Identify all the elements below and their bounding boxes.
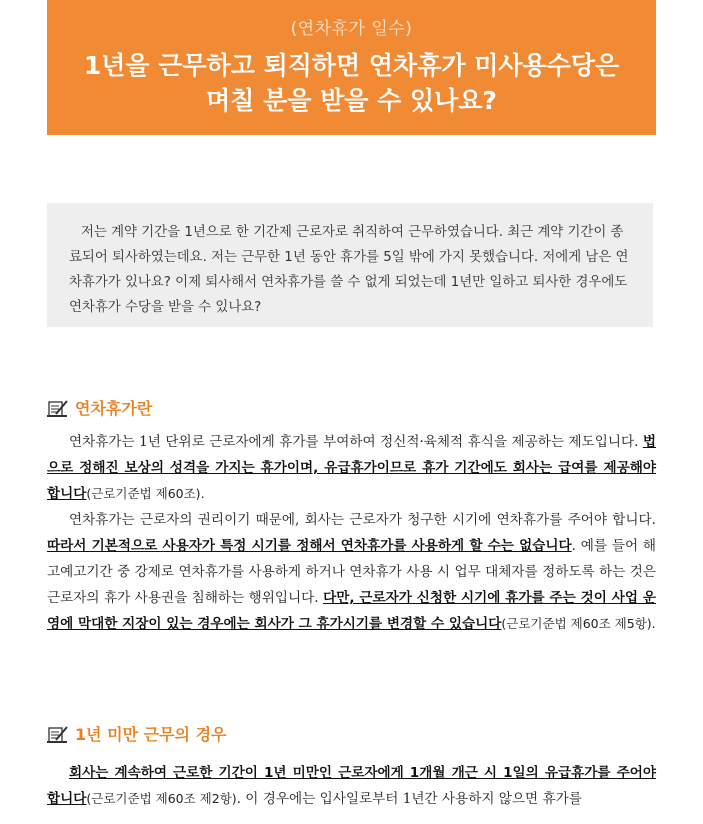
- title-banner: [47, 0, 656, 135]
- memo-pencil-icon: [47, 398, 69, 418]
- banner-title: [47, 48, 656, 118]
- banner-subtitle: (연차휴가 일수): [290, 19, 413, 39]
- memo-pencil-icon: [47, 724, 69, 744]
- law-citation: (근로기준법 제60조 제5항).: [501, 616, 656, 631]
- banner-title-line1: 1년을 근무하고 퇴직하면 연차휴가 미사용수당은: [83, 51, 620, 80]
- emphasis-text: 다만, 근로자가 신청한 시기에 휴가를 주는 것이 사업 운영에 막대한 지장이 있는 경우에는 회사가 그 휴가시기를 변경할 수 있습니다: [47, 590, 656, 632]
- banner-title-line2: 며칠 분을 받을 수 있나요?: [206, 86, 497, 115]
- section2-body: [47, 760, 656, 812]
- section-heading-label: 연차휴가란: [75, 399, 153, 418]
- text-run: 연차휴가는 1년 단위로 근로자에게 휴가를 부여하여 정신적·육체적 휴식을 제공하는 제도입니다.: [69, 434, 643, 450]
- section1-body: [47, 429, 656, 637]
- text-run: 연차휴가는 근로자의 권리이기 때문에, 회사는 근로자가 청구한 시기에 연차휴가를 주어야 합니다.: [69, 512, 656, 528]
- law-citation: (근로기준법 제60조 제2항): [86, 791, 237, 806]
- section-heading-under-one-year: [47, 722, 227, 745]
- text-run: . 예를 들어 해고예고기간 중 강제로 연차휴가를 사용하게 하거나 연차휴가 사용 시 업무 대체자를 정하도록 하는 것은 근로자의 휴가 사용권을 침해하는 행위입니다.: [47, 538, 656, 606]
- section-heading-annual-leave: [47, 396, 152, 419]
- emphasis-text: 회사는 계속하여 근로한 기간이 1년 미만인 근로자에게 1개월 개근 시 1일의 유급휴가를 주어야 합니다: [47, 765, 656, 807]
- law-citation: (근로기준법 제60조).: [86, 486, 205, 501]
- section2-paragraph-1: [47, 760, 656, 812]
- section-heading-label: 1년 미만 근무의 경우: [75, 725, 227, 744]
- emphasis-text: 따라서 기본적으로 사용자가 특정 시기를 정해서 연차휴가를 사용하게 할 수는 없습니다: [47, 538, 572, 554]
- section1-paragraph-1: [47, 429, 656, 507]
- emphasis-text: 법으로 정해진 보상의 성격을 가지는 휴가이며, 유급휴가이므로 휴가 기간에도 회사는 급여를 제공해야 합니다: [47, 434, 656, 502]
- text-run: . 이 경우에는 입사일로부터 1년간 사용하지 않으면 휴가를: [236, 791, 582, 807]
- section1-paragraph-2: [47, 507, 656, 637]
- question-box: 저는 계약 기간을 1년으로 한 기간제 근로자로 취직하여 근무하였습니다. 최근 계약 기간이 종료되어 퇴사하였는데요. 저는 근무한 1년 동안 휴가를 5일 밖에 가지 못했습니다. 저에게 남은 연차휴가가 있나요? 이제 퇴사해서 연차휴가를 쓸 수 없게 되었는데 1년만 일하고 퇴사한 경우에도 연차휴가 수당을 받을 수 있나요?: [47, 203, 653, 327]
